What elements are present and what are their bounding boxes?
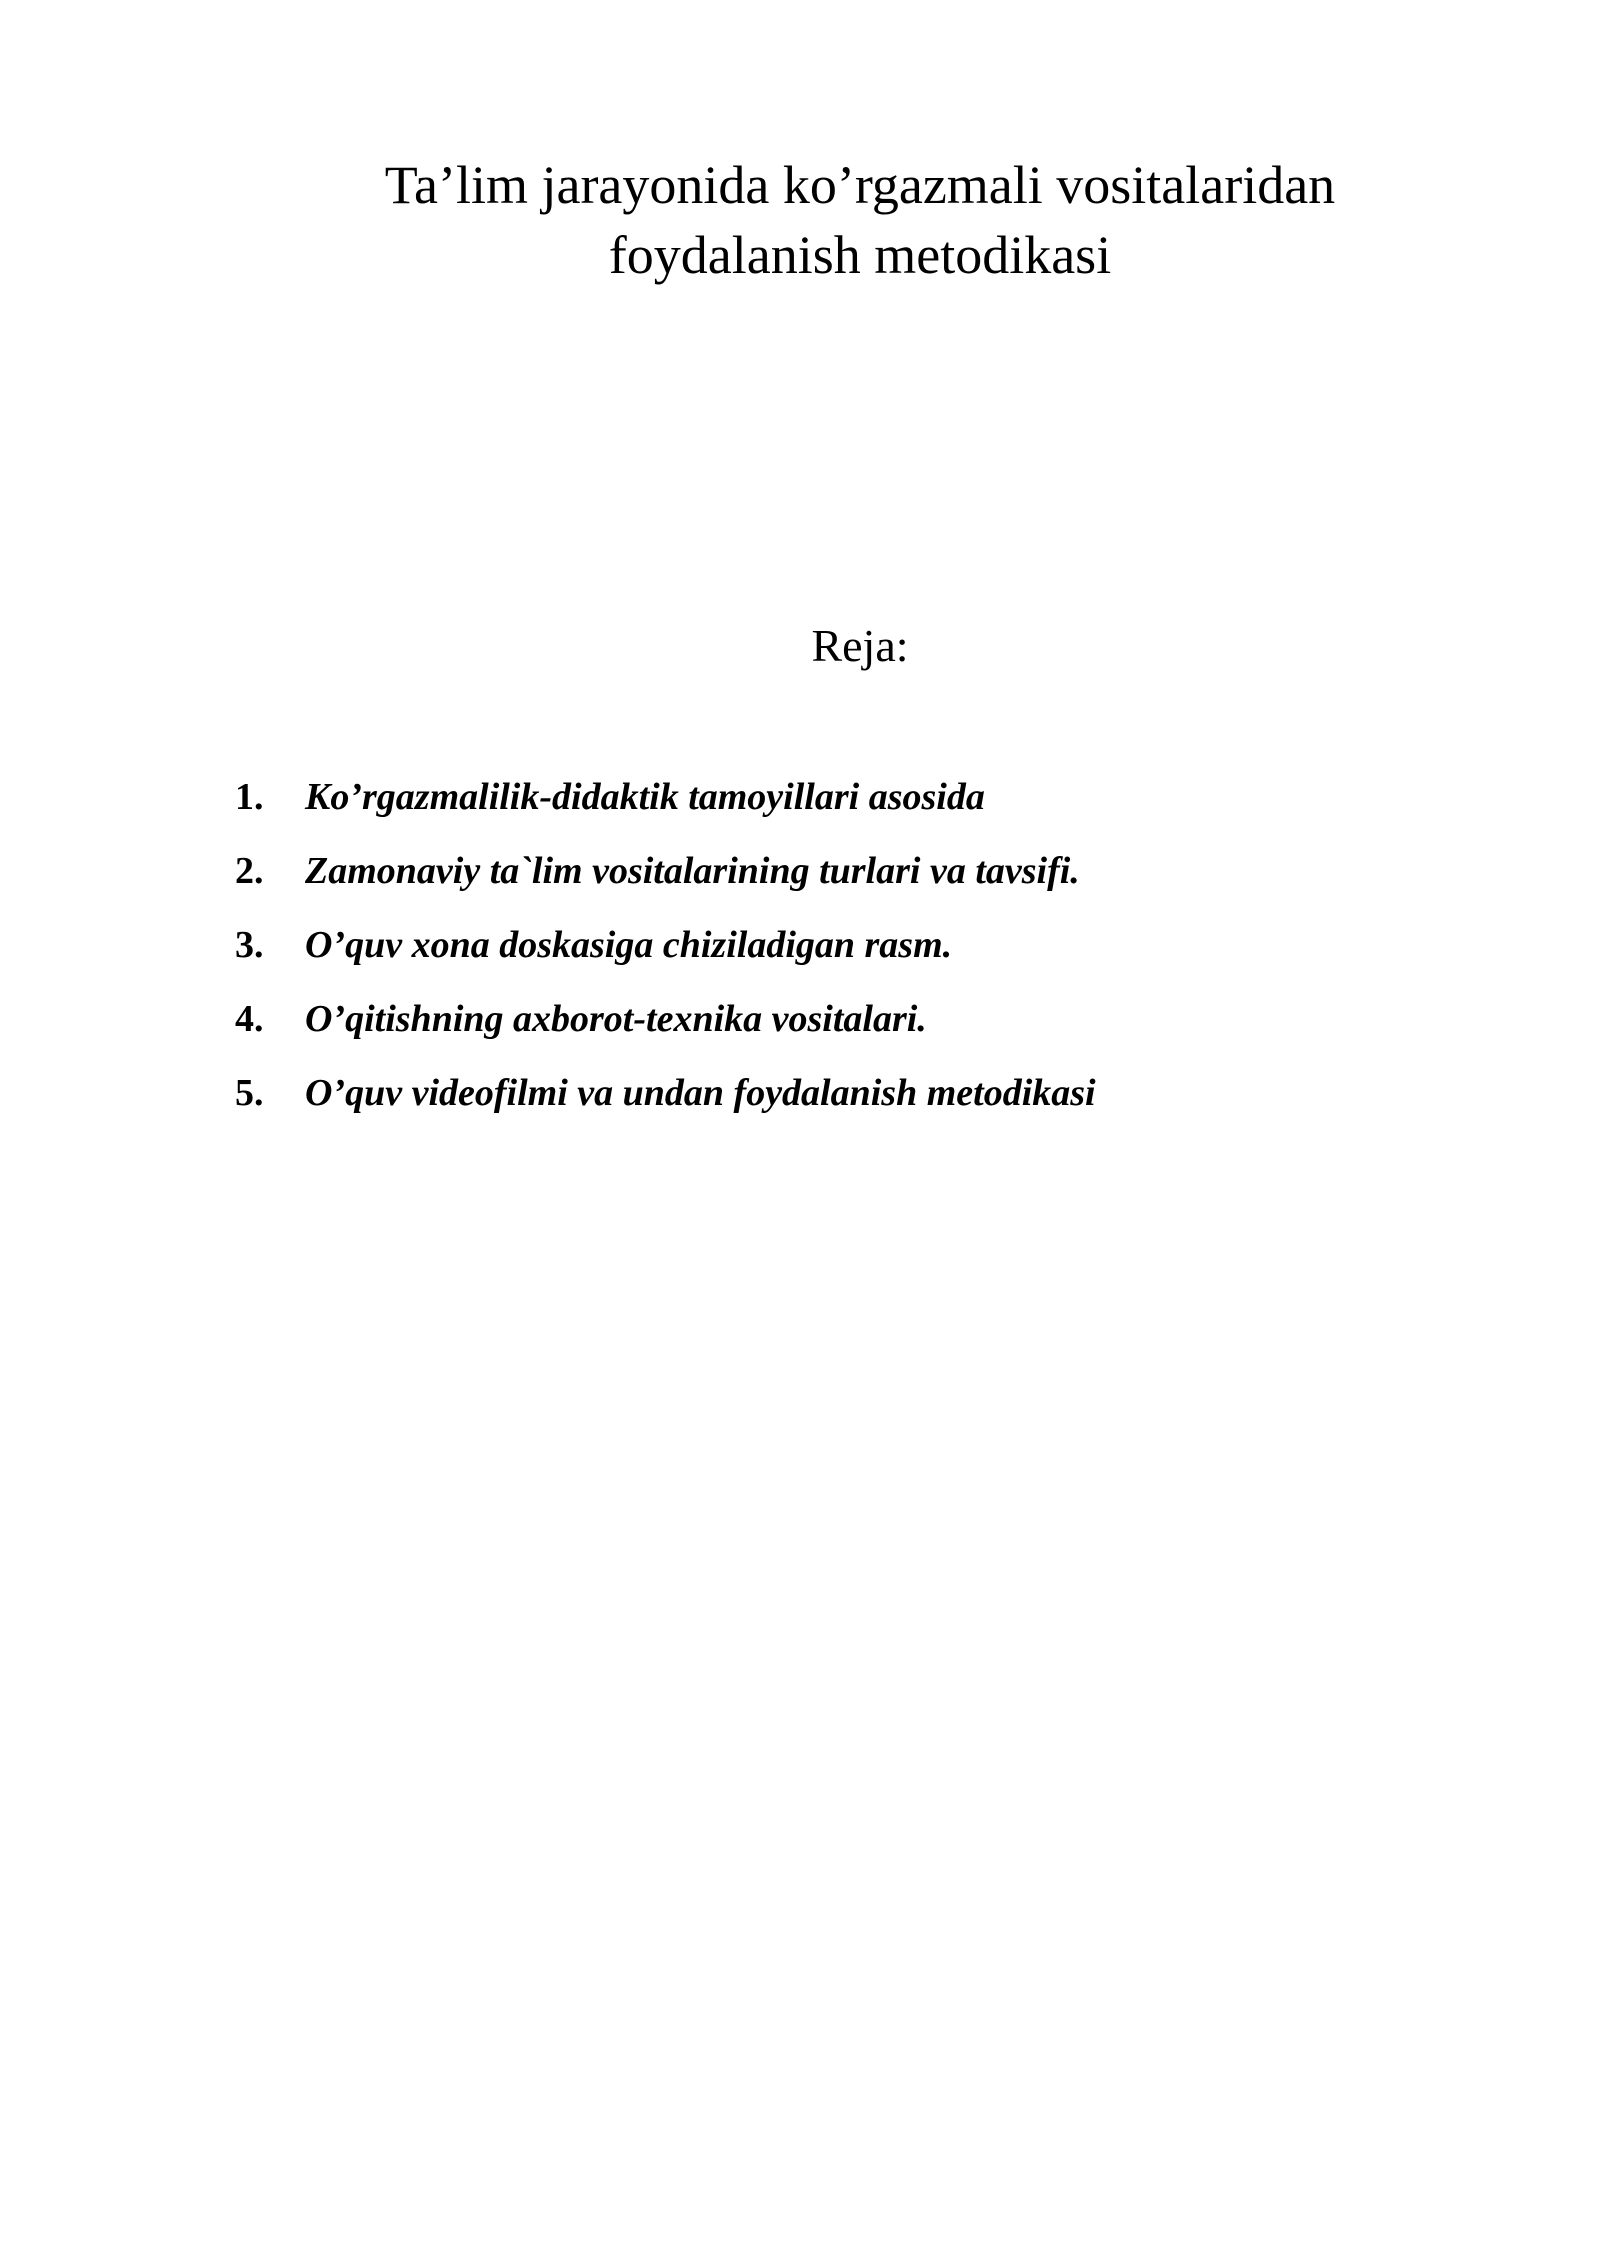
title-line-2: foydalanish metodikasi: [608, 225, 1112, 285]
title-line-1: Ta’lim jarayonida ko’rgazmali vositalaridan: [384, 155, 1336, 215]
plan-item-text: O’quv xona doskasiga chiziladigan rasm.: [305, 924, 953, 966]
plan-item-5: [235, 1056, 1535, 1130]
plan-list: [235, 760, 1535, 1130]
plan-item-number: 5.: [235, 1072, 264, 1114]
plan-item-number: 2.: [235, 850, 264, 892]
plan-item-number: 1.: [235, 776, 264, 818]
document-title: [0, 150, 1600, 290]
plan-item-text: O’quv videofilmi va undan foydalanish metodikasi: [305, 1072, 1096, 1114]
plan-item-3: [235, 908, 1535, 982]
plan-item-1: [235, 760, 1535, 834]
plan-item-text: Zamonaviy ta`lim vositalarining turlari va tavsifi.: [305, 850, 1080, 892]
plan-item-4: [235, 982, 1535, 1056]
plan-item-2: [235, 834, 1535, 908]
plan-item-number: 4.: [235, 998, 264, 1040]
plan-item-text: O’qitishning axborot-texnika vositalari.: [305, 998, 927, 1040]
plan-item-number: 3.: [235, 924, 264, 966]
plan-item-text: Ko’rgazmalilik-didaktik tamoyillari asosida: [305, 776, 985, 818]
plan-heading: Reja:: [811, 620, 909, 671]
